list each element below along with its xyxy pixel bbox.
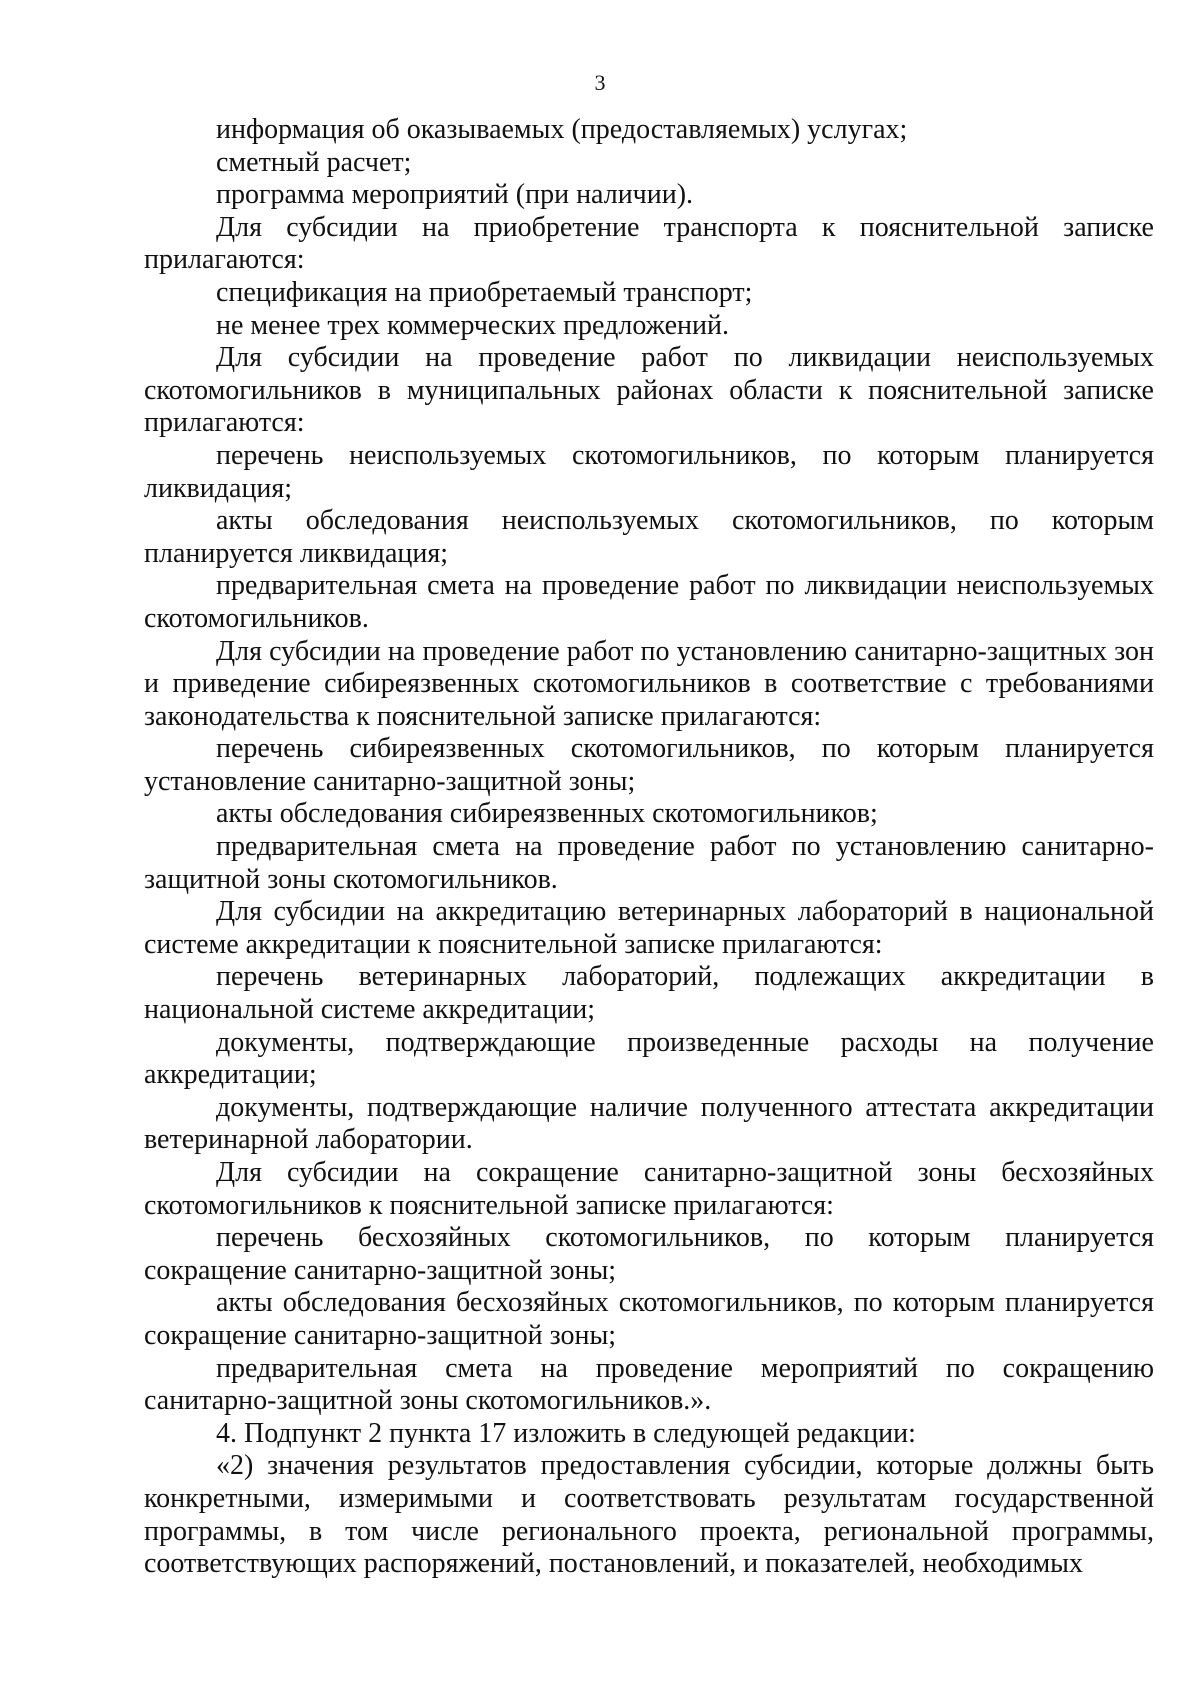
paragraph: Для субсидии на сокращение санитарно-защитной зоны бесхозяйных скотомогильников к пояснительной записке прилагаются: [144,1157,1154,1221]
paragraph: «2) значения результатов предоставления субсидии, которые должны быть конкретными, измеримыми и соответствовать результатам государственной программы, в том числе регионального проекта, региональной программы, соответствующих распоряжений, постановлений, и показателей, необходимых [144,1450,1154,1580]
paragraph: информация об оказываемых (предоставляемых) услугах; [216,114,908,145]
paragraph: акты обследования неиспользуемых скотомогильников, по которым планируется ликвидация; [144,505,1154,569]
paragraph: перечень бесхозяйных скотомогильников, по которым планируется сокращение санитарно-защитной зоны; [144,1222,1154,1286]
paragraph: не менее трех коммерческих предложений. [216,309,729,341]
paragraph: перечень неиспользуемых скотомогильников, по которым планируется ликвидация; [144,439,1154,504]
paragraph: Для субсидии на приобретение транспорта к пояснительной записке прилагаются: [144,211,1154,276]
document-body [144,114,1154,1581]
paragraph: перечень сибиреязвенных скотомогильников, по которым планируется установление санитарно-защитной зоны; [144,733,1154,797]
paragraph: Для субсидии на проведение работ по ликвидации неиспользуемых скотомогильников в муниципальных районах области к пояснительной записке прилагаются: [144,342,1154,439]
paragraph: акты обследования бесхозяйных скотомогильников, по которым планируется сокращение санитарно-защитной зоны; [144,1287,1154,1351]
paragraph: перечень ветеринарных лабораторий, подлежащих аккредитации в национальной системе аккредитации; [144,961,1154,1026]
paragraph: предварительная смета на проведение работ по установлению санитарно-защитной зоны скотомогильников. [144,831,1154,895]
paragraph: Для субсидии на проведение работ по установлению санитарно-защитных зон и приведение сибиреязвенных скотомогильников в соответствие с требованиями законодательства к пояснительной записке прилагаются: [144,635,1154,732]
page-number: 3 [594,70,606,95]
paragraph: документы, подтверждающие наличие полученного аттестата аккредитации ветеринарной лаборатории. [144,1091,1154,1156]
paragraph: сметный расчет; [216,146,412,178]
paragraph: предварительная смета на проведение мероприятий по сокращению санитарно-защитной зоны скотомогильников.». [144,1352,1154,1417]
paragraph: предварительная смета на проведение работ по ликвидации неиспользуемых скотомогильников. [144,570,1154,634]
paragraph: документы, подтверждающие произведенные расходы на получение аккредитации; [144,1026,1154,1091]
paragraph: 4. Подпункт 2 пункта 17 изложить в следующей редакции: [216,1417,916,1449]
paragraph: Для субсидии на аккредитацию ветеринарных лабораторий в национальной системе аккредитации к пояснительной записке прилагаются: [144,896,1154,960]
paragraph: программа мероприятий (при наличии). [216,179,694,211]
paragraph: спецификация на приобретаемый транспорт; [216,276,753,308]
paragraph: акты обследования сибиреязвенных скотомогильников; [216,798,878,830]
